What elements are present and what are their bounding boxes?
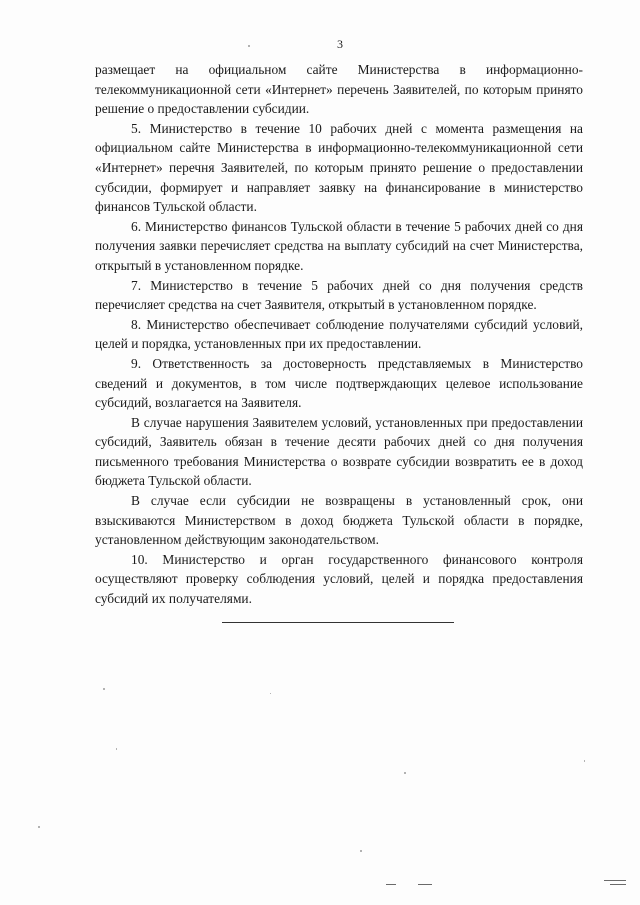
scan-mark bbox=[386, 884, 396, 885]
scan-speck bbox=[38, 826, 40, 828]
paragraph-item-6: 6. Министерство финансов Тульской области в течение 5 рабочих дней со дня получения заявки перечисляет средства на выплату субсидий на счет Министерства, открытый в установленном порядке. bbox=[95, 218, 583, 273]
end-of-text-rule bbox=[222, 622, 454, 623]
scan-speck bbox=[360, 850, 362, 852]
paragraph-recovery: В случае если субсидии не возвращены в установленный срок, они взыскиваются Министерством в доход бюджета Тульской области в порядке, установленном действующим законодательством. bbox=[95, 493, 583, 548]
paragraph-violation: В случае нарушения Заявителем условий, установленных при предоставлении субсидий, Заявитель обязан в течение десяти рабочих дней со дня получения письменного требования Министерства о возврате субсидии возвратить ее в доход бюджета Тульской области. bbox=[95, 414, 583, 489]
scan-speck bbox=[404, 772, 406, 774]
paragraph-continuation: размещает на официальном сайте Министерства в информационно-телекоммуникационной сети «Интернет» перечень Заявителей, по которым принято решение о предоставлении субсидии. bbox=[95, 62, 583, 117]
scan-speck bbox=[584, 760, 585, 762]
paragraph-item-9: 9. Ответственность за достоверность представляемых в Министерство сведений и документов, в том числе подтверждающих целевое использование субсидий, возлагается на Заявителя. bbox=[95, 355, 583, 411]
scan-mark bbox=[610, 884, 626, 885]
paragraph-item-8: 8. Министерство обеспечивает соблюдение получателями субсидий условий, целей и порядка, установленных при их предоставлении. bbox=[95, 316, 583, 352]
scan-speck bbox=[248, 45, 250, 47]
scan-speck bbox=[103, 688, 105, 690]
scan-speck bbox=[270, 693, 271, 694]
paragraph-item-7: 7. Министерство в течение 5 рабочих дней со дня получения средств перечисляет средства на счет Заявителя, открытый в установленном порядке. bbox=[95, 277, 583, 313]
scan-speck bbox=[116, 748, 117, 750]
page-number: 3 bbox=[337, 37, 343, 51]
paragraph-item-5: 5. Министерство в течение 10 рабочих дней с момента размещения на официальном сайте Министерства в информационно-телекоммуникационной сети «Интернет» перечня Заявителей, по которым принято решение о предоставлении субсидии, формирует и направляет заявку на финансирование в министерство финансов Тульской области. bbox=[95, 120, 583, 215]
paragraph-item-10: 10. Министерство и орган государственного финансового контроля осуществляют проверку соблюдения условий, целей и порядка предоставления субсидий их получателями. bbox=[95, 551, 583, 607]
scan-mark bbox=[418, 884, 432, 885]
scan-mark bbox=[604, 880, 626, 881]
document-body bbox=[95, 60, 583, 609]
